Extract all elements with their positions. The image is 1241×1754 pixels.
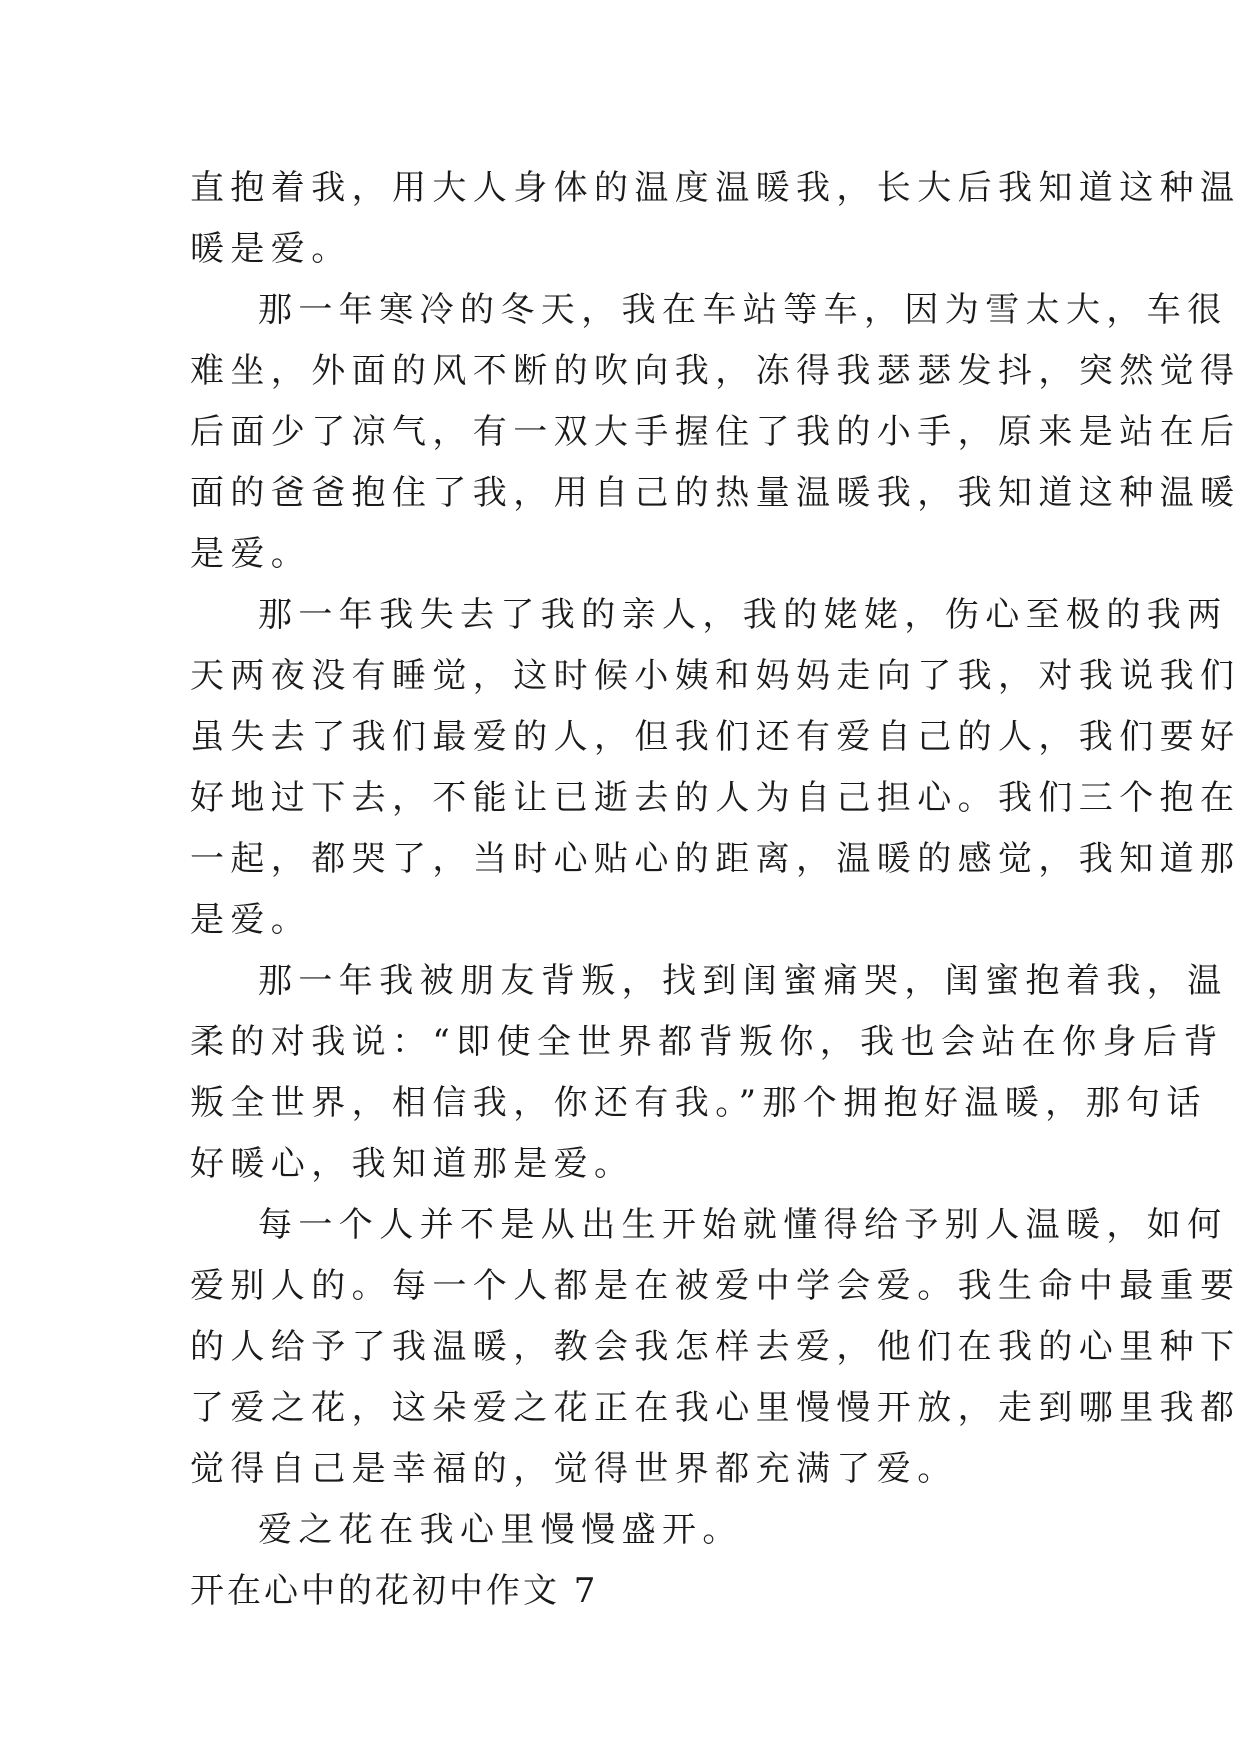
paragraph-line: 暖是爱。 bbox=[190, 229, 352, 269]
paragraph-line: 虽失去了我们最爱的人，但我们还有爱自己的人，我们要好 bbox=[190, 717, 1241, 757]
paragraph-line: 天两夜没有睡觉，这时候小姨和妈妈走向了我，对我说我们 bbox=[190, 656, 1241, 696]
paragraph-line: 是爱。 bbox=[190, 534, 312, 574]
paragraph-2 bbox=[190, 280, 1241, 585]
next-essay-title: 开在心中的花初中作文 7 bbox=[190, 1571, 599, 1611]
paragraph-line: 爱别人的。每一个人都是在被爱中学会爱。我生命中最重要 bbox=[190, 1266, 1241, 1306]
paragraph-4 bbox=[190, 951, 1228, 1195]
document-body bbox=[190, 158, 1241, 1622]
paragraph-line: 好暖心，我知道那是爱。 bbox=[190, 1144, 635, 1184]
paragraph-line: 那一年我失去了我的亲人，我的姥姥，伤心至极的我两 bbox=[258, 595, 1228, 635]
paragraph-1 bbox=[190, 158, 1241, 280]
paragraph-line: 面的爸爸抱住了我，用自己的热量温暖我，我知道这种温暖 bbox=[190, 473, 1241, 513]
paragraph-line: 每一个人并不是从出生开始就懂得给予别人温暖，如何 bbox=[258, 1205, 1228, 1245]
paragraph-line: 的人给予了我温暖，教会我怎样去爱，他们在我的心里种下 bbox=[190, 1327, 1241, 1367]
paragraph-line: 好地过下去，不能让已逝去的人为自己担心。我们三个抱在 bbox=[190, 778, 1241, 818]
paragraph-6 bbox=[190, 1500, 1060, 1561]
paragraph-line: 一起，都哭了，当时心贴心的距离，温暖的感觉，我知道那 bbox=[190, 839, 1241, 879]
paragraph-line: 直抱着我，用大人身体的温度温暖我，长大后我知道这种温 bbox=[190, 168, 1241, 208]
paragraph-line: 觉得自己是幸福的，觉得世界都充满了爱。 bbox=[190, 1449, 958, 1489]
paragraph-line: 难坐，外面的风不断的吹向我，冻得我瑟瑟发抖，突然觉得 bbox=[190, 351, 1241, 391]
paragraph-line: 那一年寒冷的冬天，我在车站等车，因为雪太大，车很 bbox=[258, 290, 1228, 330]
paragraph-line: 叛全世界，相信我，你还有我。”那个拥抱好温暖，那句话 bbox=[190, 1083, 1207, 1123]
paragraph-5 bbox=[190, 1195, 1241, 1500]
paragraph-line: 后面少了凉气，有一双大手握住了我的小手，原来是站在后 bbox=[190, 412, 1241, 452]
paragraph-line: 爱之花在我心里慢慢盛开。 bbox=[258, 1510, 743, 1550]
paragraph-line: 是爱。 bbox=[190, 900, 312, 940]
paragraph-line: 了爱之花，这朵爱之花正在我心里慢慢开放，走到哪里我都 bbox=[190, 1388, 1241, 1428]
paragraph-line: 柔的对我说：“即使全世界都背叛你，我也会站在你身后背 bbox=[190, 1022, 1224, 1062]
paragraph-line: 那一年我被朋友背叛，找到闺蜜痛哭，闺蜜抱着我，温 bbox=[258, 961, 1228, 1001]
paragraph-3 bbox=[190, 585, 1241, 951]
